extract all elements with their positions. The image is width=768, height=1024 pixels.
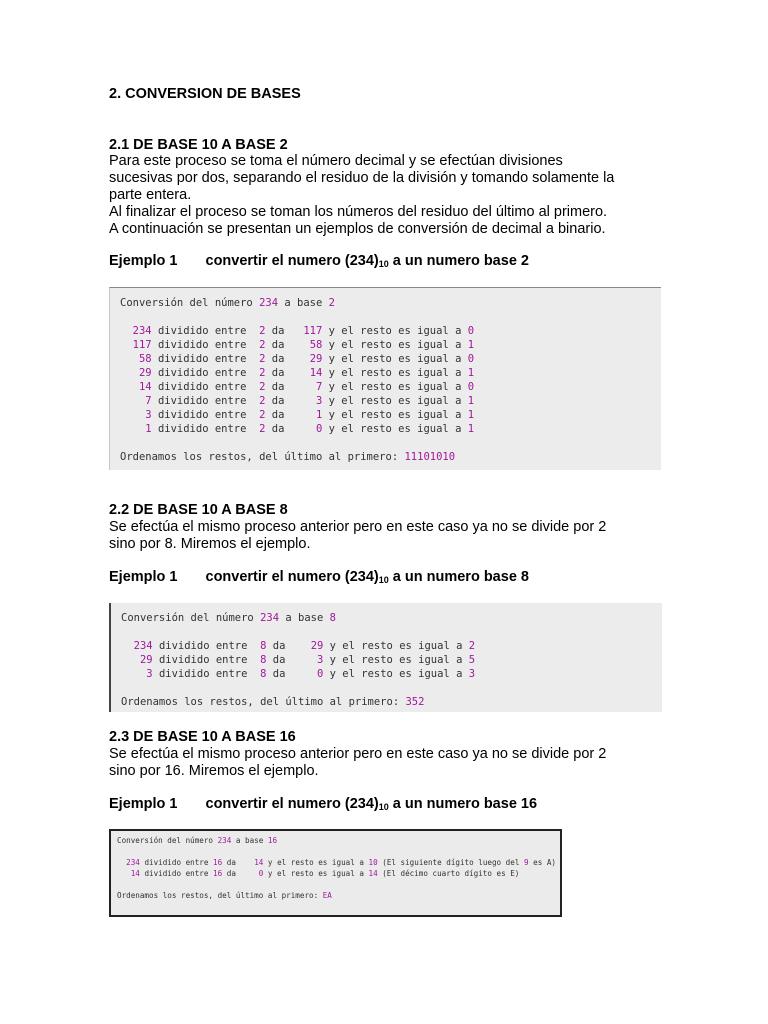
code-row (120, 408, 474, 422)
code-number: 2 (259, 381, 266, 393)
code-row (120, 352, 474, 366)
code-number: 234 (259, 297, 279, 309)
example-title-base16: Ejemplo 1 convertir el numero $(234)_{10}$ a un numero base 16 (109, 796, 538, 812)
code-row (121, 639, 475, 653)
code-number: 234 (126, 858, 140, 867)
code-text: es A) (528, 858, 556, 867)
code-text: Conversión del número (120, 297, 260, 309)
code-text: Ordenamos los restos, del último al primero: (117, 891, 323, 900)
code-number: 0 (317, 668, 324, 680)
code-text: a base (231, 836, 268, 845)
code-text (120, 381, 139, 393)
code-text: a base (278, 297, 329, 309)
code-text: da (265, 339, 310, 351)
code-footer-line (120, 450, 474, 464)
code-text: y el resto es igual a (322, 325, 468, 337)
section-heading-base2: 2.1 DE BASE 10 A BASE 2 (109, 137, 288, 153)
code-number: 2 (259, 367, 266, 379)
code-number: 1 (467, 395, 475, 407)
code-text: y el resto es igual a (263, 858, 369, 867)
code-text: da (265, 353, 310, 365)
code-text (120, 353, 139, 365)
paragraph-line: parte entera. (109, 187, 192, 203)
code-text (120, 325, 133, 337)
code-number: 234 (132, 325, 152, 337)
code-block-base16 (109, 829, 562, 917)
code-number: 234 (217, 836, 232, 845)
code-number: 58 (309, 339, 323, 351)
example-title-base2: Ejemplo 1 convertir el numero $(234)_{10}$ a un numero base 2 (109, 253, 529, 269)
code-number: EA (322, 891, 332, 900)
code-text: y el resto es igual a (323, 654, 469, 666)
code-number: 3 (317, 654, 324, 666)
paragraph-line: sucesivas por dos, separando el residuo de la división y tomando solamente la (109, 170, 615, 186)
code-number: 0 (258, 869, 264, 878)
code-text (117, 858, 126, 867)
code-footer-line (117, 890, 556, 901)
code-number: 14 (130, 869, 140, 878)
code-text (120, 409, 145, 421)
code-number: 2 (259, 423, 266, 435)
code-lines (121, 611, 475, 709)
code-header-line (121, 611, 475, 625)
code-number: 0 (467, 381, 475, 393)
code-row (120, 394, 474, 408)
code-text: y el resto es igual a (263, 869, 369, 878)
code-text: dividido entre (152, 640, 261, 652)
code-text: da (265, 423, 316, 435)
code-number: 8 (260, 668, 267, 680)
code-blank-line (120, 310, 474, 324)
code-text: (El siguiente dígito luego del (377, 858, 524, 867)
code-number: 1 (467, 409, 475, 421)
code-number: 8 (329, 612, 336, 624)
code-text: dividido entre (139, 858, 214, 867)
code-number: 8 (260, 654, 267, 666)
code-text (120, 339, 133, 351)
code-number: 11101010 (404, 451, 456, 463)
code-text: Ordenamos los restos, del último al primero: (120, 451, 405, 463)
code-number: 1 (467, 423, 475, 435)
code-block-base2 (109, 287, 661, 470)
code-text: y el resto es igual a (322, 395, 468, 407)
example-title-base8: Ejemplo 1 convertir el numero $(234)_{10}$ a un numero base 8 (109, 569, 529, 585)
section-body-base2 (109, 153, 669, 238)
code-number: 117 (132, 339, 152, 351)
code-number: 16 (267, 836, 278, 845)
paragraph-line: Se efectúa el mismo proceso anterior pero en este caso ya no se divide por 2 (109, 746, 607, 762)
code-text: da (266, 668, 317, 680)
code-number: 1 (316, 409, 323, 421)
code-number: 0 (316, 423, 323, 435)
paragraph-line: Se efectúa el mismo proceso anterior pero en este caso ya no se divide por 2 (109, 519, 607, 535)
code-header-line (117, 835, 556, 846)
code-number: 352 (405, 696, 425, 708)
code-number: 1 (467, 339, 475, 351)
code-text: dividido entre (152, 654, 261, 666)
code-text (117, 869, 131, 878)
code-text: da (265, 325, 304, 337)
code-row (120, 380, 474, 394)
code-number: 14 (368, 869, 378, 878)
code-text: da (265, 381, 316, 393)
code-text: y el resto es igual a (322, 409, 468, 421)
code-text: y el resto es igual a (322, 367, 468, 379)
paragraph-line: sino por 8. Miremos el ejemplo. (109, 536, 311, 552)
code-number: 3 (468, 668, 476, 680)
code-text: da (266, 640, 311, 652)
code-number: 2 (259, 339, 266, 351)
code-text: dividido entre (151, 325, 260, 337)
code-lines (120, 296, 474, 464)
code-number: 29 (309, 353, 323, 365)
code-blank-line (121, 681, 475, 695)
code-number: 2 (328, 297, 335, 309)
paragraph-line: sino por 16. Miremos el ejemplo. (109, 763, 319, 779)
code-text: dividido entre (151, 381, 260, 393)
code-number: 2 (259, 353, 266, 365)
code-text: a base (279, 612, 330, 624)
code-number: 29 (139, 654, 153, 666)
code-number: 2 (259, 395, 266, 407)
code-row (121, 653, 475, 667)
code-number: 58 (138, 353, 152, 365)
code-blank-line (121, 625, 475, 639)
code-number: 3 (146, 668, 153, 680)
code-blank-line (117, 879, 556, 890)
code-row (120, 338, 474, 352)
code-number: 8 (260, 640, 267, 652)
code-text: da (265, 409, 316, 421)
code-text: dividido entre (151, 339, 260, 351)
code-text: y el resto es igual a (322, 339, 468, 351)
section-heading-base16: 2.3 DE BASE 10 A BASE 16 (109, 729, 296, 745)
code-number: 5 (468, 654, 476, 666)
code-text (121, 654, 140, 666)
code-text (120, 395, 145, 407)
code-text: dividido entre (151, 353, 260, 365)
example-label: Ejemplo 1 (109, 569, 178, 585)
code-number: 14 (138, 381, 152, 393)
code-block-base8 (109, 603, 662, 712)
example-label: Ejemplo 1 (109, 253, 178, 269)
code-number: 117 (303, 325, 323, 337)
code-text: dividido entre (151, 367, 260, 379)
code-text: Ordenamos los restos, del último al primero: (121, 696, 406, 708)
code-text: y el resto es igual a (322, 353, 468, 365)
code-number: 234 (260, 612, 280, 624)
code-text: dividido entre (151, 409, 260, 421)
code-text: da (222, 858, 255, 867)
code-text: y el resto es igual a (323, 668, 469, 680)
code-text: y el resto es igual a (322, 423, 468, 435)
code-number: 10 (368, 858, 378, 867)
section-heading-base8: 2.2 DE BASE 10 A BASE 8 (109, 502, 288, 518)
code-text: Conversión del número (121, 612, 261, 624)
code-header-line (120, 296, 474, 310)
code-number: 7 (145, 395, 152, 407)
code-number: 3 (316, 395, 323, 407)
code-text: dividido entre (151, 423, 260, 435)
code-text: da (266, 654, 317, 666)
code-blank-line (120, 436, 474, 450)
code-text: da (265, 367, 310, 379)
code-text: dividido entre (151, 395, 260, 407)
code-lines (117, 835, 556, 901)
code-number: 14 (254, 858, 264, 867)
code-number: 234 (133, 640, 153, 652)
code-text (120, 423, 145, 435)
code-row (120, 366, 474, 380)
code-text: da (265, 395, 316, 407)
paragraph-line: Para este proceso se toma el número decimal y se efectúan divisiones (109, 153, 563, 169)
code-number: 16 (213, 858, 223, 867)
code-number: 2 (259, 325, 266, 337)
paragraph-line: Al finalizar el proceso se toman los números del residuo del último al primero. (109, 204, 608, 220)
code-number: 7 (316, 381, 323, 393)
code-number: 14 (309, 367, 323, 379)
section-body-base16 (109, 746, 669, 780)
code-text (121, 668, 146, 680)
code-text: (El décimo cuarto dígito es E) (377, 869, 520, 878)
code-number: 9 (523, 858, 529, 867)
code-text: dividido entre (152, 668, 261, 680)
code-row (121, 667, 475, 681)
code-number: 29 (310, 640, 324, 652)
code-blank-line (117, 846, 556, 857)
code-number: 1 (467, 367, 475, 379)
code-text: y el resto es igual a (322, 381, 468, 393)
code-number: 0 (467, 353, 475, 365)
section-body-base8 (109, 519, 669, 553)
document-title: 2. CONVERSION DE BASES (109, 86, 301, 102)
code-number: 1 (145, 423, 152, 435)
code-text (120, 367, 139, 379)
code-text: dividido entre (139, 869, 214, 878)
code-number: 0 (467, 325, 475, 337)
code-number: 29 (138, 367, 152, 379)
code-row (120, 422, 474, 436)
code-text: y el resto es igual a (323, 640, 469, 652)
code-row (117, 868, 556, 879)
code-footer-line (121, 695, 475, 709)
paragraph-line: A continuación se presentan un ejemplos de conversión de decimal a binario. (109, 221, 606, 237)
example-label: Ejemplo 1 (109, 796, 178, 812)
code-number: 2 (468, 640, 476, 652)
code-text: da (222, 869, 259, 878)
code-number: 16 (213, 869, 223, 878)
code-text (121, 640, 134, 652)
code-text: Conversión del número (117, 836, 218, 845)
code-row (120, 324, 474, 338)
code-number: 2 (259, 409, 266, 421)
code-row (117, 857, 556, 868)
code-number: 3 (145, 409, 152, 421)
